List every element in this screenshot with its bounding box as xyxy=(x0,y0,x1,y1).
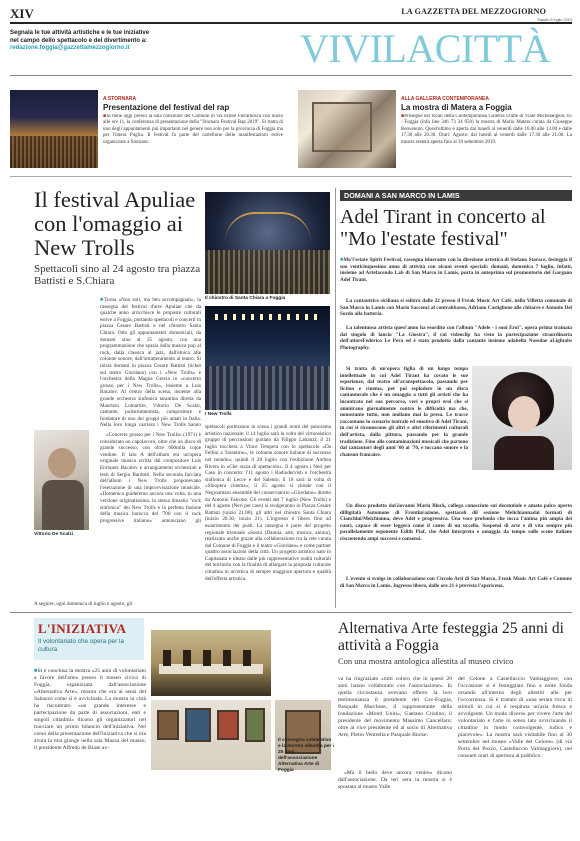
intro-email[interactable]: redazione.foggia@gazzettamezzogiorno.it xyxy=(10,45,130,52)
article3-body-3: «Ma il bello deve ancora venire» dicono dall'associazione. Da ieri sera la mostra si è spostata al museo Valle xyxy=(338,770,452,790)
promo-left-title: Presentazione del festival del rap xyxy=(103,103,230,112)
promo-right-text: ■ Prosegue nei locali della Contemporanea Galleria D'arte di Viale Michelangelo, 65 - Foggia (info line 346 73 34 050) la mostra di Mario Matera curata da Giuseppe Benvenuto. Quest'ultimo è aperta dal lunedì al venerdì dalle 16.00 alle 13.00 e dalle 17.30 alle 20.30. Orari: Agosto: dal lunedì al venerdì dalle 17.30 alle 21.00. La mostra resterà aperta fino al 10 settembre 2019. xyxy=(401,114,572,146)
article2-lead: ■ Mo'l'estate Spirit Festival, rassegna itinerante con la direzione artistica di Stefano Starace, festeggia il suo venticinquesimo anno di attività con alcuni eventi speciali: domani, domenica 7 luglio, infatti, insieme ad Artefacendo Lab di San Marco in Lamis, porta in anteprima sul promontorio del Gargano Adel Tirant. xyxy=(340,257,572,297)
painting-4-shape xyxy=(245,708,265,742)
page-number: XIV xyxy=(10,6,34,21)
new-trolls-caption: I New Trolls xyxy=(205,412,232,417)
audience-shape xyxy=(205,250,330,294)
article1-body-2: «Concerto grosso per i New Trolls» (1971) è considerato un capolavoro, oltre che un disco di grande successo, con oltre 600mila copie vendute. Il lato A dell'album era un'opera originale musica scritta dal compositore Luis Enriquez Bacalov e arrangiamenti orchestrali e testi di Sergio Bardotti. Nella seconda facciata dell'album i New Trolls proponevano l'esecuzione di una improvvisazione musicale. «Domenica guideremo ancora una volta, in una versione originalissima, la stessa dinastia "rock sinfonico" dei New Trolls e la perfetta fusione della musica barocca del '700 con il rock progressive italiano» annunciano gli xyxy=(100,432,201,524)
intro-box xyxy=(10,30,260,53)
article2-kicker: DOMANI A SAN MARCO IN LAMIS xyxy=(340,190,572,201)
shoulders-shape xyxy=(494,436,554,470)
article1-body-5: spettacoli porteranno in scena i grandi nomi del panorama artistico nazionale: il 14 luglio sarà la volta del virtuosistico gruppo di percussioni guidato da Filippo Lattanzi; il 21 luglio toccherà a Vince Tempera con lo spettacolo «Da Fellini a Tarantino», le colonne sonore italiane di successo nel mondo»; quindi il 28 luglio con l'esibizione Andrea Rivera in «Che razza di spettacolo». Il 4 agosto i Neri per Caso in concerto: l'11 agosto i Radiodervish e l'orchestra sinfonica di Lecce e del Salento; il 18 sarà la volta di «Sinopera cinema»; il 25 agosto si chiude con il Negroamaro ensemble del conservatorio «Giordano» diretto da Antonio Falcone. Gli eventi del 7 luglio (New Trolls) e del 4 agosto (Neri per caso) si svolgeranno in Piazza Cesare Battisti (inizio 21.00), gli altri nel chiostro Santa Chiara (inizio 20.30, inizio 21). L'ingresso è libero fino ad esaurimento dei posti. La rassegna è parte del progetto regionale triennale «Suoni (Daunia, arte, musica, anima), realizzato anche grazie alla collaborazione tra la rete curata dal Comune di Foggia e il teatro «Giordano» e come partner quattro associazioni della città. Un progetto artistico nato in Capitanata e ideato dalle più rappresentative realtà culturali del territorio con la finalità di allargare la proposta culturale cittadina in un'ottica di sempre maggiore apertura e qualità dell'offerta artistica. xyxy=(205,424,331,582)
intro-line-1: Segnala le tue attività artistiche e le tue iniziative xyxy=(10,30,150,36)
masthead: LA GAZZETTA DEL MEZZOGIORNO xyxy=(401,7,546,16)
promo-rule xyxy=(10,176,572,177)
intro-line-2: nel campo dello spettacolo e del divertimento a: xyxy=(10,37,148,44)
promo-left-kicker: A STORNARA xyxy=(103,96,137,102)
article1-headline: Il festival Apuliae con l'omaggio ai New Trolls xyxy=(34,187,196,260)
promo-left-text: ■ Si tiene oggi presso la sala consiliare del Comune in via Ettore Fieramosca con inizio alle ore 11, la conferenza di presentazione della "Stornara Festival Rap 2019". Si tratta di uno degli appuntamenti più importanti nel genere non solo per la provincia di Foggia ma per l'intera Puglia. Il festival fa parte del cartellone delle manifestazioni estive organizzate a Stornara. xyxy=(103,114,283,146)
header-date: Sabato 6 luglio 2019 xyxy=(537,18,572,22)
new-trolls-photo xyxy=(205,306,330,410)
article2-headline: Adel Tirant in concerto al "Mo l'estate festival" xyxy=(340,206,546,250)
bottom-section-rule xyxy=(10,612,572,613)
article3-headline: Alternativa Arte festeggia 25 anni di attività a Foggia xyxy=(338,620,564,654)
stage-lights-shape xyxy=(215,314,321,320)
face-shape xyxy=(508,396,540,432)
section-rule xyxy=(10,75,572,76)
article1-body-4: A seguire, ogni domenica di luglio e agosto, gli xyxy=(34,601,133,607)
adel-tirant-photo xyxy=(472,366,572,470)
rap-festival-photo xyxy=(10,90,98,168)
article2-body-3: Si tratta di un'opera figlia di un lungo tempo intellettuale in cui Adel Tirant ha covato le sue esperienze, dal teatro all'avanspettacolo, passando per fiction e cinema, per poi esplodere in un disco cantautorale che è un omaggio a tutti gli artisti che ha incontrato nel suo percorso, veri e propri eroi che si ammirano giornalmente contro le difficoltà ma che, nonostante tutto, non mollano mai la presa. Le tracce raccontano lo scenario teatrale ed emotivo di Adel Tirant, in cui si riconoscono gli altri e altri riferimenti culturali dell'artista, dalla pittura, passando per la grande tradizione. Fino alle contaminazioni musicali che partono dal cantautori degli anni '60 ai '70, e toccano sonore e la chanson francaise. xyxy=(340,366,468,458)
article3-body-2: va ha ringraziato «tutti coloro che in questi 20 anni hanno collaborato con l'associazione». In quella circostanza avevano offerto la loro testimonianza il presidente del Csv-Foggia, Pasquale Marchese, il rappresentante della fondazione «Monti Uniti», Gaetano Cristino; il presidente del movimento Massimo Cancellaro; oltre al vice presidente ed al socio di Alternativa Arte, Pietro Ventrella e Pasquale Bioise. xyxy=(338,676,452,738)
iniziativa-box xyxy=(34,618,144,660)
de-scalzi-photo xyxy=(34,430,89,530)
mostra-photo xyxy=(151,700,271,770)
arch-shape xyxy=(225,212,311,242)
article1-subhead: Spettacoli sino al 24 agosto tra piazza Battisti e S.Chiara xyxy=(34,263,201,287)
matera-artwork-photo xyxy=(298,90,396,168)
article1-body-1: ■ Torna «Non soli, ma ben accompagnati», la rassegna del festival d'arte Apuliae che da qualche anno arricchisce le proposte culturali estive a Foggia, portando spettacoli e concerti in piazza Cesare Battisti e nel chiostro Santa Chiara. Otto gli appuntamenti domenicali, da domani sino al 25 agosto, con una programmazione che spazia dalla musica pop al rock, dalla classica al jazz, dall'etnica alle colonne sonore, dall'intrattenimento al teatro. Si inizia domani in piazza Cesare Battisti (ticket sul teatro Giordano) con i «New Trolls» e l'orchestra della Magna Grecia in «concerto grosso per i New Trolls», insieme a Luis Bacalov. Al centro della scena, insieme alla grande orchestra sinfonica tarantina diretta da Maurizio Lomartire, Vittorio De Scalzi, cantante, polistrumentista, compositore e fondatore di uno dei gruppi più amati in Italia. Nella loro lunga carriera i New Trolls hanno xyxy=(100,297,201,430)
convegno-photo xyxy=(151,630,271,696)
article2-body-5: L'evento si svolge in collaborazione con Circolo Arti di San Marco, Freak Music Art Café e Comune di San Marco in Lamis. Ingresso libero, dalle ore 21 è prevista l'apericena. xyxy=(340,576,572,589)
promo-right-kicker: ALLA GALLERIA CONTEMPORANEA xyxy=(401,96,489,102)
section-title-box xyxy=(300,26,572,74)
band-shape xyxy=(205,366,330,410)
iniziativa-subtitle: Il volontariato che opera per la cultura xyxy=(38,638,124,653)
chiostro-photo xyxy=(205,192,330,294)
article1-body-3 xyxy=(34,540,201,602)
crowd-shape xyxy=(10,136,98,168)
column-divider xyxy=(335,188,336,608)
face-shape xyxy=(48,448,76,478)
painting-3-shape xyxy=(217,710,239,740)
article3-subhead: Con una mostra antologica allestita al museo civico xyxy=(338,656,514,666)
page-header xyxy=(10,4,572,22)
promo-right-title: La mostra di Matera a Foggia xyxy=(401,103,512,112)
article2-body-2: La talentuosa artista quest'anno ha esordito con l'album "Adele - i suoi Eroi", opera prima trainata dal singolo di lancio "La Giostra", il cui videoclip ha visto la partecipazione straordinaria dell'attoreFederico Le Pera ed è stato prodotto dalla cantante insieme adabella Nosedae aLightabs Photography. xyxy=(340,325,572,351)
iniziativa-label: L'INIZIATIVA xyxy=(38,621,127,636)
article3-body-4: del Celone a Castelluccio Valmaggiore, con l'occasione si è festeggiato fino a notte fonda orsando all'interno degli allestiti alle per l'occorrenza. Si è trattato di «una serata ricca di stimoli in cui si è respirata un'aria fresca e avvolgente. Un modo diverso per vivere l'arte del volontariato e l'arte in senso lato avvicinando il cittadino in modo coinvolgente, ludico e piacevole». La mostra sarà visitabile fino al 30 settembre nel museo «Valle del Celone» (di via Porta del Pozzo, Castelluccio Valmaggiore), nei consueti orari di apertura al pubblico. xyxy=(458,676,572,759)
section-title: VIVILACITTÀ xyxy=(300,26,550,71)
alternativa-caption: Il convegno celebrativo e la mostra allestita per i 25 anni dell'associazione Alternativa Arte di Foggia xyxy=(278,738,334,773)
promo-left xyxy=(103,96,283,146)
article2-body-4: Un disco prodotto daGiovanni Maria Block, collega conosciuto sui decenniale e amato palco aperto dilligitalà Automone di Frontiurazione, spettacoli dil sezione Melichiannadai formati di Cianchini/Melchionna, deve Adel e progressiva. Una voce profonda che tocca l'anima più ampia dei cuori, capace di esser leggera come il canto di un uccello. Sospensi di arte e di vita sempre più parallelamente esponente Edith Piaf, che Adel interpreta e omaggia da tempo sulle scene italiane riscuotendo ampi successi e consensi. xyxy=(340,503,572,542)
painting-2-shape xyxy=(185,708,211,742)
chiostro-caption: Il chiostro di Santa Chiara a Foggia xyxy=(205,296,286,301)
promo-right xyxy=(401,96,572,146)
body-shape xyxy=(42,480,84,530)
speakers-shape xyxy=(163,650,259,666)
painting-1-shape xyxy=(157,710,179,740)
artwork-frame-shape xyxy=(312,102,372,152)
article2-body-1: La cantautrice siciliana si esibirà dalle 22 presso il Freak Music Art Café, nella Villetta comunale di San Marco in Lamis con Mario Saccenci al contrabbasso, Adriano Castiglione alle chitarre e Antonio Del Sordo alla batteria. xyxy=(340,298,572,318)
article3-body-1: ■ Si è conclusa la mostra «25 anni di volontariato a favore dell'arte» presso il museo civico di Foggia, organizzata dall'associazione «Alternativa Arte», mostra che era ai sensi del Sabazzo come si è avvicinata. La mostra in città ha riscontrato «un grande interesse e partecipazione da parte di associazioni, enti e singoli cittadini» dicono gli organizzatori nel tracciare un primo bilancio dell'iniziativa. Nel corso della presentazione dell'iniziativa che si era avuta la mia giunge nella sala Mazza del museo, il presidente Alfredo de Biase av- xyxy=(34,668,146,832)
de-scalzi-caption: Vittorio De Scalzi xyxy=(34,532,74,537)
header-rule xyxy=(10,22,572,24)
